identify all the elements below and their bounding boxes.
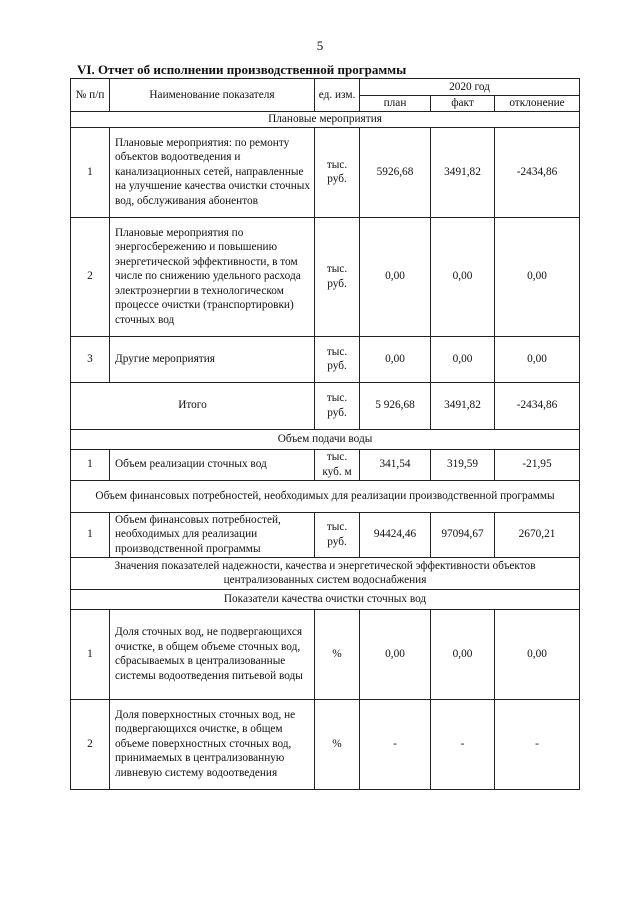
row-plan: 0,00 — [360, 217, 431, 336]
production-program-report-table — [70, 78, 580, 790]
section-water-supply: Объем подачи воды — [71, 429, 580, 449]
row-fact: 3491,82 — [431, 127, 495, 217]
section-row — [71, 429, 580, 449]
table-row — [71, 512, 580, 557]
row-num: 3 — [71, 336, 110, 382]
row-unit: % — [315, 609, 360, 699]
row-deviation: 2670,21 — [495, 512, 580, 557]
row-fact: 0,00 — [431, 609, 495, 699]
header-year: 2020 год — [360, 79, 580, 96]
row-num: 2 — [71, 699, 110, 789]
row-plan: 94424,46 — [360, 512, 431, 557]
section-title: VI. Отчет об исполнении производственной программы — [77, 62, 407, 77]
row-deviation: -21,95 — [495, 449, 580, 480]
row-deviation: - — [495, 699, 580, 789]
header-name: Наименование показателя — [110, 79, 315, 112]
row-plan: 0,00 — [360, 609, 431, 699]
row-unit: % — [315, 699, 360, 789]
header-num: № п/п — [71, 79, 110, 112]
table-row — [71, 217, 580, 336]
total-unit: тыс. руб. — [315, 382, 360, 429]
row-num: 1 — [71, 609, 110, 699]
row-name: Доля поверхностных сточных вод, не подвергающихся очистке, в общем объеме поверхностных сточных вод, принимаемых в централизованную ливневую систему водоотведения — [110, 699, 315, 789]
total-label: Итого — [71, 382, 315, 429]
row-name: Плановые мероприятия по энергосбережению и повышению энергетической эффективности, в том числе по снижению удельного расхода электроэнергии в технологическом процессе очистки (транспортировки) сточных вод — [110, 217, 315, 336]
row-name: Плановые мероприятия: по ремонту объектов водоотведения и канализационных сетей, направленные на улучшение качества очистки сточных вод, обслуживания абонентов — [110, 127, 315, 217]
total-row — [71, 382, 580, 429]
row-deviation: 0,00 — [495, 336, 580, 382]
row-fact: - — [431, 699, 495, 789]
header-plan: план — [360, 96, 431, 112]
row-num: 1 — [71, 449, 110, 480]
row-unit: тыс. куб. м — [315, 449, 360, 480]
header-unit: ед. изм. — [315, 79, 360, 112]
page-number: 5 — [316, 38, 324, 53]
row-plan: 5926,68 — [360, 127, 431, 217]
row-name: Объем реализации сточных вод — [110, 449, 315, 480]
row-unit: тыс. руб. — [315, 127, 360, 217]
row-num: 2 — [71, 217, 110, 336]
section-row — [71, 111, 580, 127]
table-row — [71, 127, 580, 217]
total-plan: 5 926,68 — [360, 382, 431, 429]
row-fact: 0,00 — [431, 217, 495, 336]
total-deviation: -2434,86 — [495, 382, 580, 429]
section-row — [71, 589, 580, 609]
section-reliability: Значения показателей надежности, качества и энергетической эффективности объектов централизованных систем водоснабжения — [71, 557, 580, 589]
row-fact: 97094,67 — [431, 512, 495, 557]
row-plan: - — [360, 699, 431, 789]
section-quality: Показатели качества очистки сточных вод — [71, 589, 580, 609]
row-name: Доля сточных вод, не подвергающихся очистке, в общем объеме сточных вод, сбрасываемых в централизованные системы водоотведения питьевой воды — [110, 609, 315, 699]
section-row — [71, 557, 580, 589]
row-name: Объем финансовых потребностей, необходимых для реализации производственной программы — [110, 512, 315, 557]
row-num: 1 — [71, 127, 110, 217]
row-deviation: 0,00 — [495, 609, 580, 699]
row-plan: 341,54 — [360, 449, 431, 480]
header-row — [71, 79, 580, 96]
row-deviation: 0,00 — [495, 217, 580, 336]
header-fact: факт — [431, 96, 495, 112]
row-unit: тыс. руб. — [315, 217, 360, 336]
table-row — [71, 336, 580, 382]
table-row — [71, 699, 580, 789]
header-deviation: отклонение — [495, 96, 580, 112]
total-fact: 3491,82 — [431, 382, 495, 429]
row-fact: 319,59 — [431, 449, 495, 480]
table-row — [71, 609, 580, 699]
row-unit: тыс. руб. — [315, 512, 360, 557]
section-financial-needs: Объем финансовых потребностей, необходимых для реализации производственной программы — [71, 480, 580, 512]
row-unit: тыс. руб. — [315, 336, 360, 382]
row-name: Другие мероприятия — [110, 336, 315, 382]
section-planned-measures: Плановые мероприятия — [71, 111, 580, 127]
row-deviation: -2434,86 — [495, 127, 580, 217]
row-fact: 0,00 — [431, 336, 495, 382]
row-plan: 0,00 — [360, 336, 431, 382]
section-row — [71, 480, 580, 512]
table-row — [71, 449, 580, 480]
row-num: 1 — [71, 512, 110, 557]
